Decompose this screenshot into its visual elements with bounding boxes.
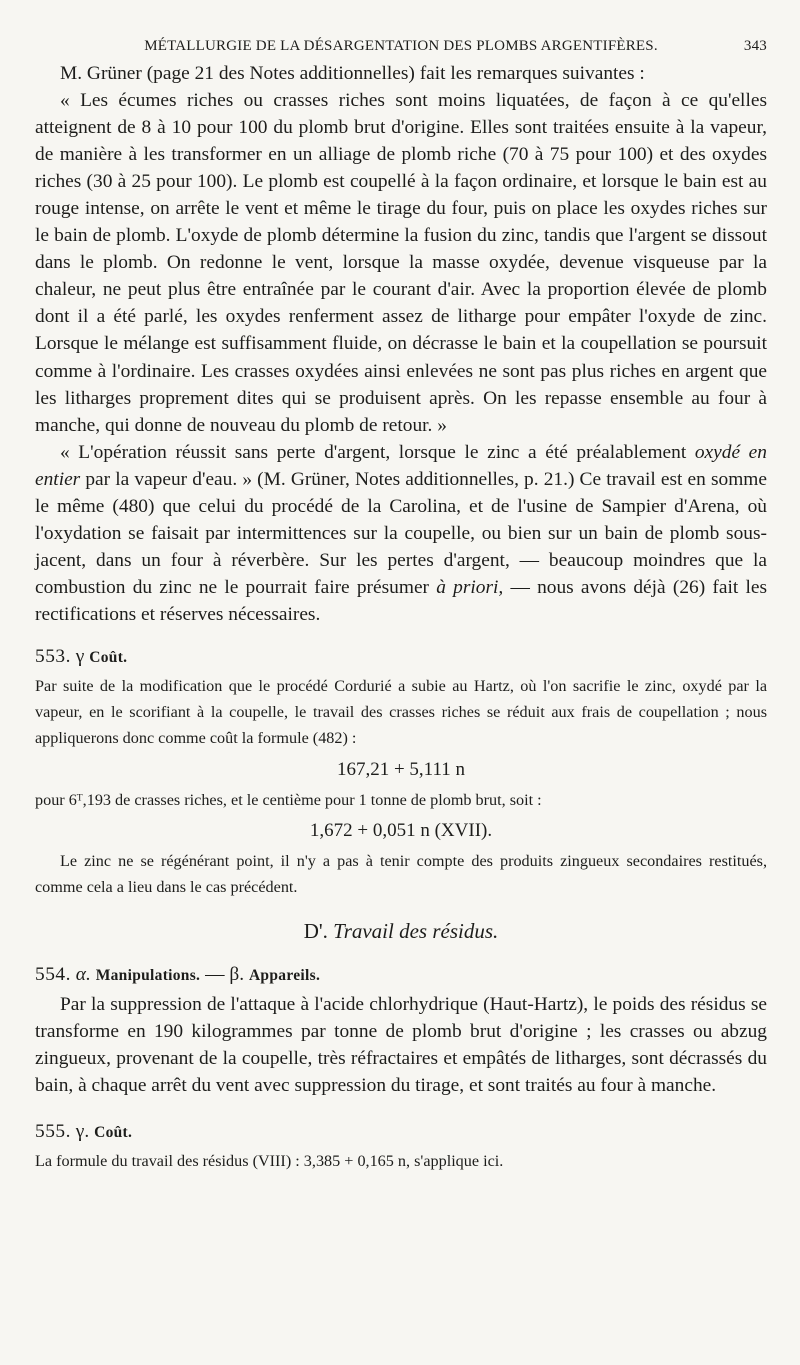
section-554-number: 554. — [35, 964, 71, 986]
running-head — [35, 38, 767, 58]
section-555-text: La formule du travail des résidus (VIII) : 3,385 + 0,165 n, s'applique ici. — [35, 1152, 504, 1171]
formula-xvii-equation: 1,672 + 0,051 n (XVII). — [309, 819, 493, 841]
section-553-text-3: Le zinc ne se régénérant point, il n'y a pas à tenir compte des produits zingueux secondaires restitués, comme cela a lieu dans le cas précédent. — [35, 851, 767, 896]
section-554-label-manipulations: Manipulations. — [95, 967, 201, 985]
section-553-label: Coût. — [89, 648, 128, 666]
paragraph-operation — [35, 439, 767, 628]
section-554-dash: — — [205, 964, 225, 986]
page-number: 343 — [743, 38, 767, 54]
section-554-beta: β. — [229, 964, 245, 986]
section-553-text-1: Par suite de la modification que le procédé Cordurié a subie au Hartz, où l'on sacrifie le zinc, oxydé par la vapeur, en le scorifiant à la coupelle, le travail des crasses riches se réduit aux frais de coupellation ; nous appliquerons donc comme coût la formule (482) : — [35, 676, 767, 748]
italic-a-priori: à priori, — [436, 576, 504, 598]
paragraph-operation-part3: — nous avons déjà (26) fait les rectifications et réserves nécessaires. — [35, 576, 767, 625]
section-555-letter: γ. — [75, 1121, 90, 1143]
section-d-prefix: D'. — [303, 919, 328, 944]
section-553-letter: γ — [75, 645, 85, 667]
section-554-alpha: α. — [75, 964, 91, 986]
section-553-number: 553. — [35, 645, 71, 667]
section-553-heading — [35, 642, 767, 673]
section-554-text: Par la suppression de l'attaque à l'acide chlorhydrique (Haut-Hartz), le poids des résidus se transforme en 190 kilogrammes par tonne de plomb brut d'origine ; les crasses ou abzug zingueux, provenant de la coupelle, très réfractaires et empâtés de litharges, sont décrassés du bain, à chaque arrêt du vent avec suppression du tirage, et sont traités au four à manche. — [35, 994, 767, 1097]
section-555-number: 555. — [35, 1121, 71, 1143]
italic-oxyde-en-entier: oxydé en entier — [35, 441, 767, 490]
section-554-label-appareils: Appareils. — [248, 967, 321, 985]
paragraph-intro: M. Grüner (page 21 des Notes additionnelles) fait les remarques suivantes : — [60, 63, 645, 84]
section-555-label: Coût. — [94, 1124, 133, 1142]
paragraph-operation-part2: par la vapeur d'eau. » (M. Grüner, Notes additionnelles, p. 21.) Ce travail est en somme le même (480) que celui du procédé de la Carolina, et de l'usine de Sampier d'Arena, où l'oxydation se faisait par intermittences sur la coupelle, ou bien sur un bain de plomb sous-jacent, dans un four à réverbère. Sur les pertes d'argent, — beaucoup moindres que la combustion du zinc ne le pourrait faire présumer — [35, 468, 767, 598]
formula-482-equation: 167,21 + 5,111 n — [336, 758, 466, 780]
running-title: MÉTALLURGIE DE LA DÉSARGENTATION DES PLOMBS ARGENTIFÈRES. — [144, 38, 658, 54]
section-554-heading — [35, 960, 767, 991]
paragraph-quote-gruner: « Les écumes riches ou crasses riches sont moins liquatées, de façon à ce qu'elles atteignent de 8 à 10 pour 100 du plomb brut d'origine. Elles sont traitées ensuite à la vapeur, de manière à les transformer en un alliage de plomb riche (70 à 75 pour 100) et des oxydes riches (30 à 25 pour 100). Le plomb est coupellé à la façon ordinaire, et lorsque le bain est au rouge intense, on arrête le vent et même le tirage du four, puis on place les oxydes riches sur le bain de plomb. L'oxyde de plomb détermine la fusion du zinc, tandis que l'argent se dissout dans le plomb. On redonne le vent, lorsque la masse oxydée, devenue visqueuse par la chaleur, ne peut plus être entraînée par le courant d'air. Avec la proportion élevée de plomb dont il a été parlé, les oxydes renferment assez de litharge pour empâter l'oxyde de zinc. Lorsque le mélange est suffisamment fluide, on décrasse le bain et la coupellation se poursuit comme à l'ordinaire. Les crasses oxydées ainsi enlevées ne sont pas plus riches en argent que les litharges proprement dites qui se produisent après. On les repasse ensemble au four à manche, qui donne de nouveau du plomb de retour. » — [35, 90, 767, 436]
section-553-text-2: pour 6ᵀ,193 de crasses riches, et le centième pour 1 tonne de plomb brut, soit : — [35, 790, 542, 809]
section-555-heading — [35, 1117, 767, 1148]
section-d-title-text: Travail des résidus. — [333, 919, 499, 944]
section-d-title — [35, 916, 767, 946]
paragraph-operation-part1: « L'opération réussit sans perte d'argent, lorsque le zinc a été préalablement — [60, 441, 695, 463]
